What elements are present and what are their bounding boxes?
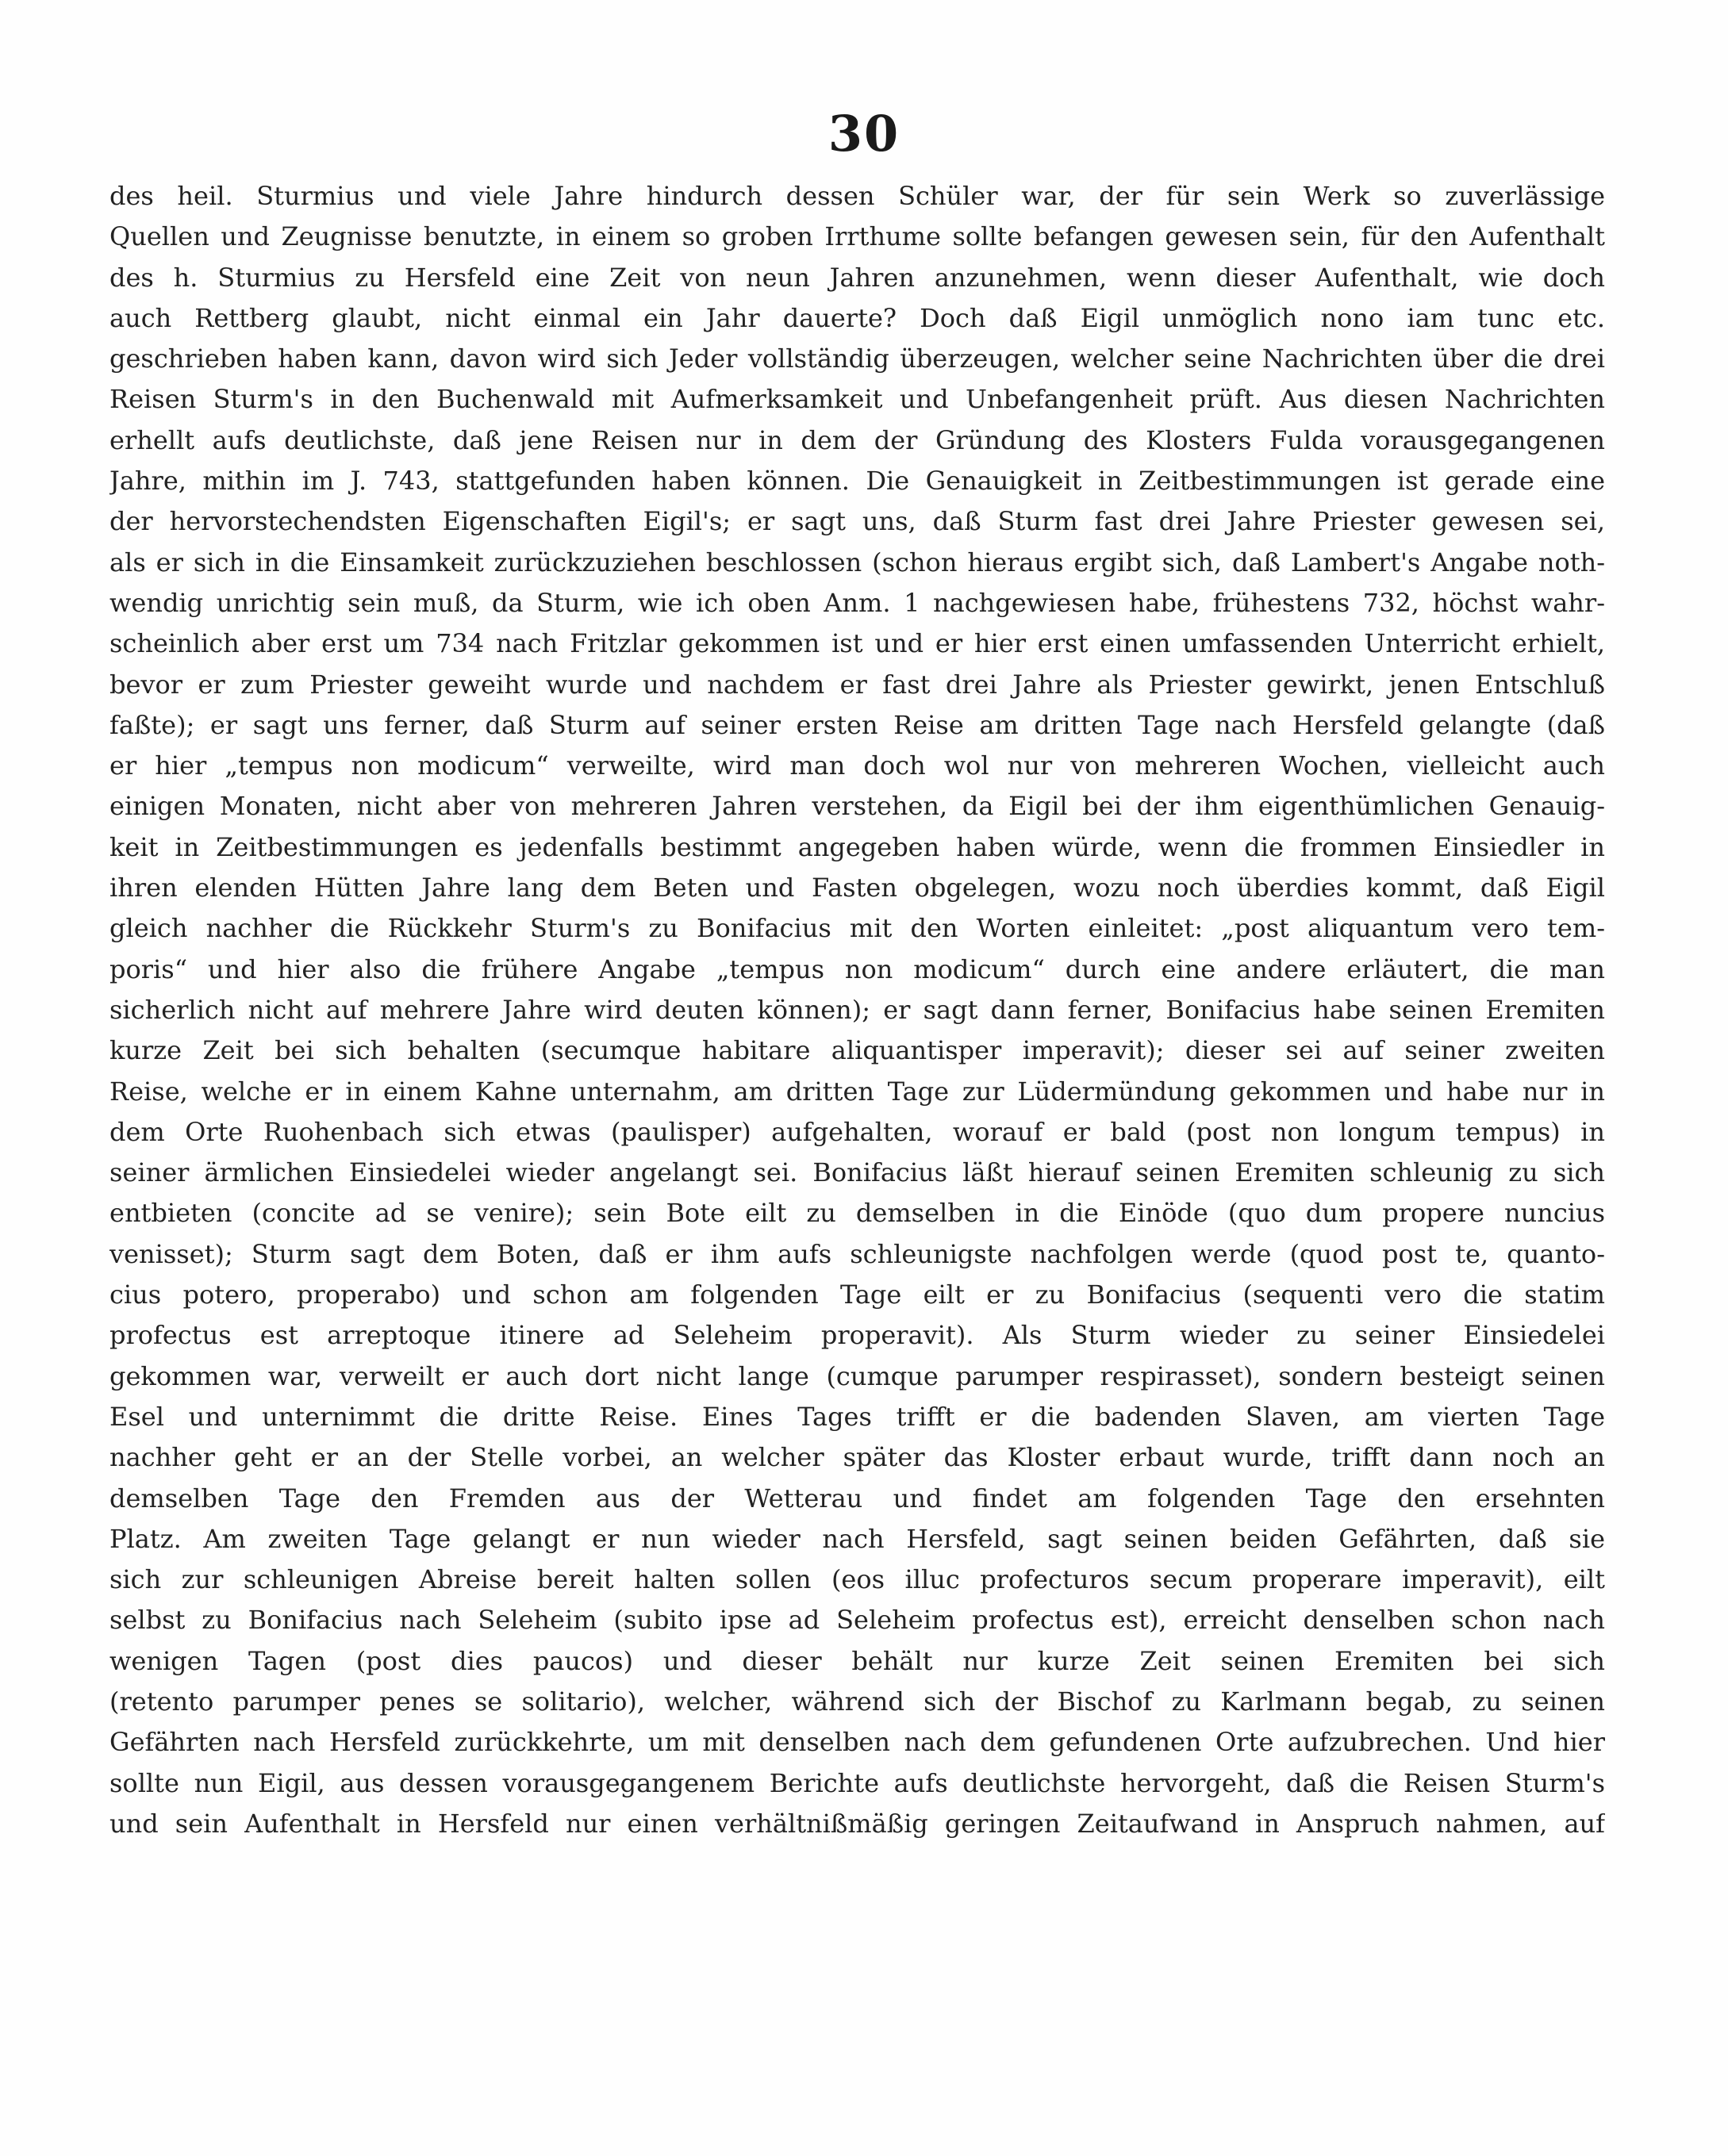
- text-line: er hier „tempus non modicum“ verweilte, wird man doch wol nur von mehreren Wochen, vielleicht auch: [109, 750, 1605, 781]
- text-line: seiner ärmlichen Einsiedelei wieder angelangt sei. Bonifacius läßt hierauf seinen Eremiten schleunig zu sich: [109, 1157, 1605, 1188]
- text-line: keit in Zeitbestimmungen es jedenfalls bestimmt angegeben haben würde, wenn die frommen Einsiedler in: [109, 831, 1605, 862]
- text-line: kurze Zeit bei sich behalten (secumque habitare aliquantisper imperavit); dieser sei auf seiner zweiten: [109, 1035, 1605, 1066]
- text-line: erhellt aufs deutlichste, daß jene Reisen nur in dem der Gründung des Klosters Fulda vorausgegangenen: [109, 424, 1605, 455]
- text-line: (retento parumper penes se solitario), welcher, während sich der Bischof zu Karlmann begab, zu seinen: [109, 1686, 1605, 1717]
- text-line: bevor er zum Priester geweiht wurde und nachdem er fast drei Jahre als Priester gewirkt, jenen Entschluß: [109, 669, 1605, 700]
- text-line: sollte nun Eigil, aus dessen vorausgegangenem Berichte aufs deutlichste hervorgeht, daß die Reisen Sturm's: [109, 1767, 1605, 1798]
- text-line: Jahre, mithin im J. 743, stattgefunden haben können. Die Genauigkeit in Zeitbestimmungen ist gerade eine: [109, 466, 1605, 497]
- text-line: und sein Aufenthalt in Hersfeld nur einen verhältnißmäßig geringen Zeitaufwand in Anspruch nahmen, auf: [109, 1808, 1605, 1839]
- text-line: selbst zu Bonifacius nach Seleheim (subito ipse ad Seleheim profectus est), erreicht denselben schon nach: [109, 1605, 1605, 1636]
- text-line: demselben Tage den Fremden aus der Wetterau und findet am folgenden Tage den ersehnten: [109, 1483, 1605, 1513]
- text-line: Reisen Sturm's in den Buchenwald mit Aufmerksamkeit und Unbefangenheit prüft. Aus diesen Nachrichten: [109, 384, 1605, 415]
- text-line: sicherlich nicht auf mehrere Jahre wird deuten können); er sagt dann ferner, Bonifacius habe seinen Eremiten: [109, 994, 1605, 1025]
- text-line: profectus est arreptoque itinere ad Seleheim properavit). Als Sturm wieder zu seiner Einsiedelei: [109, 1320, 1605, 1351]
- text-line: dem Orte Ruohenbach sich etwas (paulisper) aufgehalten, worauf er bald (post non longum tempus) in: [109, 1116, 1605, 1147]
- text-line: sich zur schleunigen Abreise bereit halten sollen (eos illuc profecturos secum properare imperavit), eilt: [109, 1564, 1605, 1595]
- text-line: einigen Monaten, nicht aber von mehreren Jahren verstehen, da Eigil bei der ihm eigenthümlichen Genauig-: [109, 791, 1605, 822]
- text-line: gekommen war, verweilt er auch dort nicht lange (cumque parumper respirasset), sondern besteigt seinen: [109, 1360, 1605, 1391]
- text-line: Gefährten nach Hersfeld zurückkehrte, um mit denselben nach dem gefundenen Orte aufzubrechen. Und hier: [109, 1727, 1605, 1758]
- text-line: Reise, welche er in einem Kahne unternahm, am dritten Tage zur Lüdermündung gekommen und habe nur in: [109, 1076, 1605, 1107]
- text-line: des h. Sturmius zu Hersfeld eine Zeit von neun Jahren anzunehmen, wenn dieser Aufenthalt, wie doch: [109, 262, 1605, 293]
- page-number: 30: [828, 105, 900, 163]
- text-line: auch Rettberg glaubt, nicht einmal ein Jahr dauerte? Doch daß Eigil unmöglich nono iam tunc etc.: [109, 302, 1605, 333]
- text-line: faßte); er sagt uns ferner, daß Sturm auf seiner ersten Reise am dritten Tage nach Hersfeld gelangte (daß: [109, 709, 1605, 740]
- text-line: der hervorstechendsten Eigenschaften Eigil's; er sagt uns, daß Sturm fast drei Jahre Priester gewesen sei,: [109, 506, 1605, 537]
- text-line: wenigen Tagen (post dies paucos) und dieser behält nur kurze Zeit seinen Eremiten bei sich: [109, 1645, 1605, 1676]
- text-line: wendig unrichtig sein muß, da Sturm, wie ich oben Anm. 1 nachgewiesen habe, frühestens 732, höchst wahr-: [109, 587, 1605, 618]
- text-line: des heil. Sturmius und viele Jahre hindurch dessen Schüler war, der für sein Werk so zuverlässige: [109, 181, 1605, 211]
- text-line: Esel und unternimmt die dritte Reise. Eines Tages trifft er die badenden Slaven, am vierten Tage: [109, 1401, 1605, 1432]
- text-line: nachher geht er an der Stelle vorbei, an welcher später das Kloster erbaut wurde, trifft dann noch an: [109, 1442, 1605, 1473]
- text-line: entbieten (concite ad se venire); sein Bote eilt zu demselben in die Einöde (quo dum propere nuncius: [109, 1198, 1605, 1229]
- text-line: als er sich in die Einsamkeit zurückzuziehen beschlossen (schon hieraus ergibt sich, daß Lambert's Angabe noth-: [109, 547, 1605, 577]
- body-text: [109, 176, 1605, 1844]
- text-line: ihren elenden Hütten Jahre lang dem Beten und Fasten obgelegen, wozu noch überdies kommt, daß Eigil: [109, 873, 1605, 903]
- text-line: gleich nachher die Rückkehr Sturm's zu Bonifacius mit den Worten einleitet: „post aliquantum vero tem-: [109, 913, 1605, 944]
- text-line: venisset); Sturm sagt dem Boten, daß er ihm aufs schleunigste nachfolgen werde (quod post te, quanto-: [109, 1238, 1605, 1269]
- text-line: Quellen und Zeugnisse benutzte, in einem so groben Irrthume sollte befangen gewesen sein, für den Aufenthalt: [109, 221, 1605, 252]
- text-line: scheinlich aber erst um 734 nach Fritzlar gekommen ist und er hier erst einen umfassenden Unterricht erhielt,: [109, 628, 1605, 659]
- text-line: cius potero, properabo) und schon am folgenden Tage eilt er zu Bonifacius (sequenti vero die statim: [109, 1279, 1605, 1310]
- text-line: geschrieben haben kann, davon wird sich Jeder vollständig überzeugen, welcher seine Nachrichten über die drei: [109, 343, 1605, 374]
- text-line: poris“ und hier also die frühere Angabe „tempus non modicum“ durch eine andere erläutert, die man: [109, 953, 1605, 984]
- text-line: Platz. Am zweiten Tage gelangt er nun wieder nach Hersfeld, sagt seinen beiden Gefährten, daß sie: [109, 1523, 1605, 1554]
